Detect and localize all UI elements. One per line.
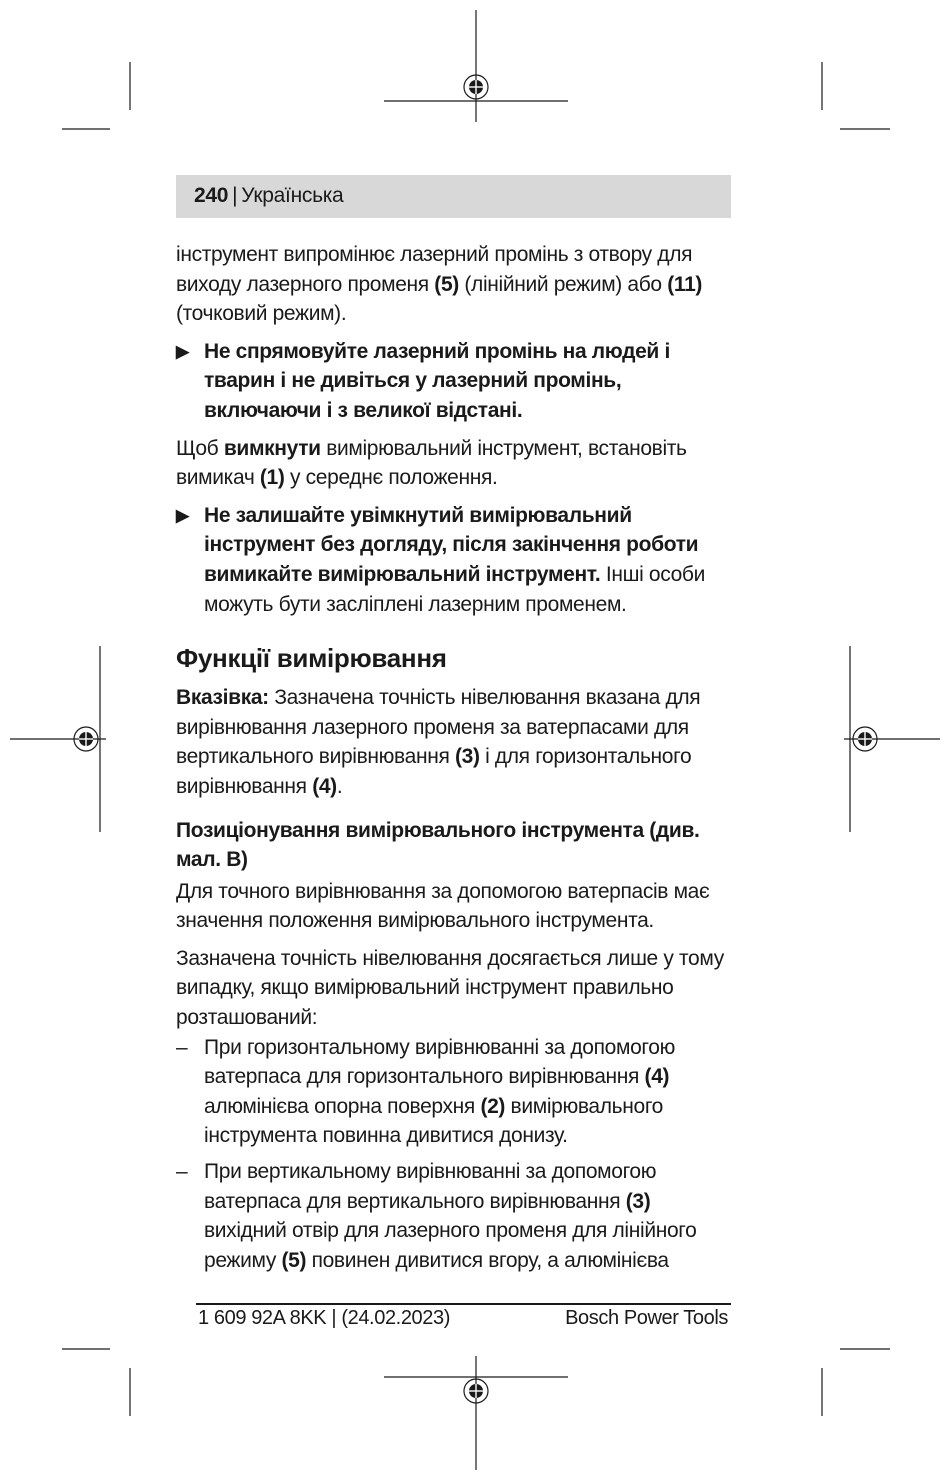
page-number: 240 <box>194 184 229 207</box>
dash-bullet: – <box>176 1160 188 1184</box>
warning-arrow-icon: ▶ <box>176 341 189 361</box>
list-item <box>176 1033 736 1151</box>
ref-number: (3) <box>625 1189 651 1213</box>
ref-number: (5) <box>281 1248 307 1272</box>
note-label: Вказівка: <box>176 686 269 710</box>
ref-number: (11) <box>667 272 703 296</box>
paragraph-switch-off <box>176 434 736 493</box>
paragraph-accuracy: Зазначена точність нівелювання досягається лише у тому випадку, якщо вимірювальний інструмент правильно розташований: <box>176 946 724 1030</box>
page-header <box>176 175 731 218</box>
paragraph-laser-output <box>176 240 736 329</box>
text: При вертикальному вирівнюванні за допомогою ватерпаса для вертикального вирівнювання <box>204 1160 657 1213</box>
text: інструмент випромінює лазерний промінь з отвору для виходу лазерного променя <box>176 243 693 296</box>
text: (лінійний режим) або <box>458 272 668 296</box>
ref-number: (2) <box>480 1094 506 1118</box>
ref-number: (5) <box>434 272 459 296</box>
ref-number: (1) <box>259 466 285 490</box>
ref-number: (4) <box>312 774 337 798</box>
section-title: Функції вимірювання <box>176 643 447 674</box>
dash-bullet: – <box>176 1035 188 1059</box>
footer-brand: Bosch Power Tools <box>565 1307 728 1329</box>
ref-number: (3) <box>454 745 480 769</box>
text: Зазначена точність нівелювання вказана для вирівнювання лазерного променя за ватерпасами для вертикального вирівнювання <box>176 686 701 769</box>
warning-arrow-icon: ▶ <box>176 505 189 525</box>
text: повинен дивитися вгору, а алюмінієва <box>306 1248 669 1272</box>
header-text <box>194 184 343 208</box>
warning-text: Не залишайте увімкнутий вимірювальний інструмент без догляду, після закінчення роботи вимикайте вимірювальний інструмент. <box>204 503 699 586</box>
warning-item <box>176 501 736 619</box>
main-content <box>176 240 736 1281</box>
header-language: Українська <box>241 184 344 207</box>
text: вимірювального інструмента повинна дивитися донизу. <box>204 1094 664 1148</box>
text: і для горизонтального вирівнювання <box>176 745 692 798</box>
text: (точковий режим). <box>176 302 347 326</box>
text: Щоб <box>176 436 224 460</box>
ref-number: (4) <box>644 1065 670 1089</box>
warning-note: Інші особи можуть бути засліплені лазерним променем. <box>204 562 705 616</box>
paragraph-positioning: Для точного вирівнювання за допомогою ватерпасів має значення положення вимірювального інструмента. <box>176 879 710 933</box>
footer-divider <box>196 1303 731 1305</box>
header-separator: | <box>232 184 238 207</box>
text: алюмінієва опорна поверхня <box>204 1094 481 1118</box>
emphasis: вимкнути <box>223 436 321 460</box>
warning-item <box>176 337 736 426</box>
footer-doc-id: 1 609 92A 8KK | (24.02.2023) <box>198 1307 450 1329</box>
subsection-title: Позиціонування вимірювального інструмента (див. мал. B) <box>176 818 700 872</box>
text: вимірювальний інструмент, встановіть вимикач <box>176 436 687 490</box>
list-item <box>176 1157 736 1275</box>
warning-text: Не спрямовуйте лазерний промінь на людей і тварин і не дивіться у лазерний промінь, включаючи і з великої відстані. <box>204 339 670 422</box>
text: При горизонтальному вирівнюванні за допомогою ватерпаса для горизонтального вирівнювання <box>204 1035 675 1089</box>
text: . <box>336 774 343 798</box>
text: вихідний отвір для лазерного променя для лінійного режиму <box>204 1219 697 1272</box>
text: у середнє положення. <box>284 466 498 490</box>
note-paragraph <box>176 683 736 801</box>
